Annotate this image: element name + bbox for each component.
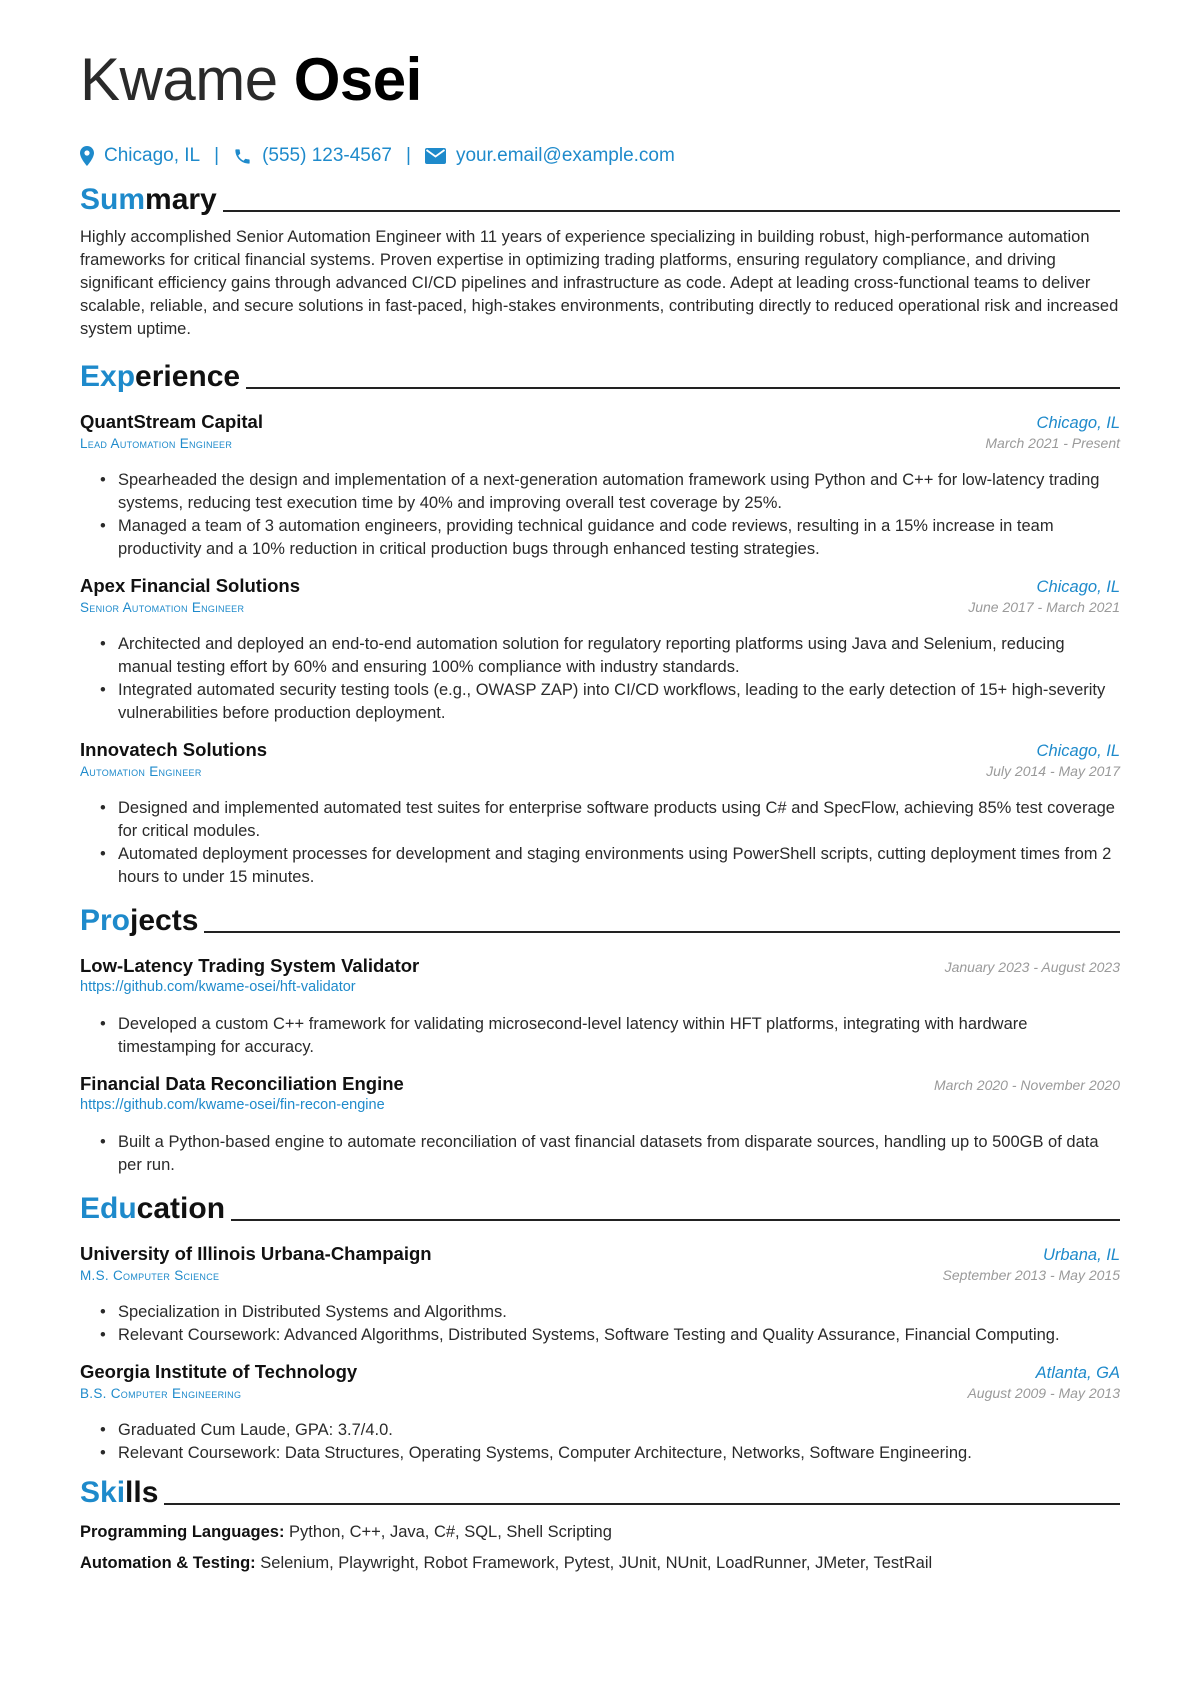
school-name: University of Illinois Urbana-Champaign [80, 1243, 432, 1264]
bullet-item: • Architected and deployed an end-to-end automation solution for regulatory reporting platforms using Java and Selenium, reducing manual testing effort by 60% and ensuring 100% compliance with industry standards. [100, 633, 1120, 679]
project-dates: March 2020 - November 2020 [934, 1077, 1120, 1093]
company-name: Innovatech Solutions [80, 739, 268, 760]
experience-entry [80, 575, 1120, 725]
section-title: Experience [80, 360, 241, 393]
section-title: Education [80, 1192, 226, 1225]
envelope-icon [425, 148, 446, 164]
bullet-item: • Designed and implemented automated test suites for enterprise software products using C# and SpecFlow, achieving 85% test coverage for critical modules. [100, 797, 1120, 843]
project-title: Financial Data Reconciliation Engine [80, 1073, 404, 1094]
skill-values: Python, C++, Java, C#, SQL, Shell Scripting [289, 1523, 612, 1541]
job-location: Chicago, IL [1036, 742, 1120, 760]
bullet-list [80, 1013, 1120, 1059]
experience-entry [80, 411, 1120, 561]
project-entry [80, 1073, 1120, 1177]
section-title: Projects [80, 904, 199, 937]
section-rule [231, 1219, 1120, 1221]
bullet-item: • Managed a team of 3 automation engineers, providing technical guidance and code reviews, resulting in a 15% increase in team productivity and a 10% reduction in critical production bugs through enhanced testing strategies. [100, 515, 1120, 561]
experience-heading [80, 357, 1120, 397]
candidate-name [80, 40, 1120, 120]
contact-email[interactable] [425, 145, 675, 167]
project-link[interactable]: https://github.com/kwame-osei/fin-recon-engine [80, 1097, 385, 1113]
skill-category: Programming Languages: [80, 1523, 285, 1541]
job-location: Chicago, IL [1036, 578, 1120, 596]
skill-category: Automation & Testing: [80, 1554, 256, 1572]
bullet-item: • Integrated automated security testing tools (e.g., OWASP ZAP) into CI/CD workflows, leading to the early detection of 15+ high-severity vulnerabilities before production deployment. [100, 679, 1120, 725]
education-entry [80, 1243, 1120, 1347]
job-dates: June 2017 - March 2021 [968, 599, 1120, 615]
bullet-item: • Specialization in Distributed Systems and Algorithms. [100, 1301, 1120, 1324]
section-rule [164, 1503, 1120, 1505]
skill-values: Selenium, Playwright, Robot Framework, Pytest, JUnit, NUnit, LoadRunner, JMeter, TestRail [260, 1554, 933, 1572]
project-link[interactable]: https://github.com/kwame-osei/hft-validator [80, 979, 356, 995]
phone-text: (555) 123-4567 [262, 145, 392, 166]
contact-location [80, 145, 200, 167]
bullet-list [80, 1419, 1120, 1465]
summary-heading [80, 180, 1120, 220]
school-dates: August 2009 - May 2013 [967, 1385, 1120, 1401]
contact-phone[interactable] [233, 145, 392, 167]
last-name: Osei [293, 46, 422, 113]
contact-bar [80, 142, 1120, 170]
project-entry [80, 955, 1120, 1059]
bullet-item: • Automated deployment processes for development and staging environments using PowerShell scripts, cutting deployment times from 2 hours to under 15 minutes. [100, 843, 1120, 889]
bullet-item: • Spearheaded the design and implementation of a next-generation automation framework using Python and C++ for low-latency trading systems, reducing test execution time by 40% and improving overall test coverage by 25%. [100, 469, 1120, 515]
school-name: Georgia Institute of Technology [80, 1361, 358, 1382]
section-rule [246, 387, 1120, 389]
bullet-item: • Relevant Coursework: Advanced Algorithms, Distributed Systems, Software Testing and Quality Assurance, Financial Computing. [100, 1324, 1120, 1347]
job-title: Senior Automation Engineer [80, 600, 245, 615]
project-title: Low-Latency Trading System Validator [80, 955, 420, 976]
job-location: Chicago, IL [1036, 414, 1120, 432]
summary-text: Highly accomplished Senior Automation Engineer with 11 years of experience specializing in building robust, high-performance automation frameworks for critical financial systems. Proven expertise in optimizing trading platforms, ensuring regulatory compliance, and driving significant efficiency gains through advanced CI/CD pipelines and infrastructure as code. Adept at leading cross-functional teams to deliver scalable, reliable, and secure solutions in fast-paced, high-stakes environments, contributing directly to reduced operational risk and increased system uptime. [80, 228, 1119, 338]
section-title: Summary [80, 183, 217, 216]
map-pin-icon [80, 146, 94, 166]
skills-heading [80, 1473, 1120, 1513]
bullet-list [80, 469, 1120, 561]
degree: M.S. Computer Science [80, 1268, 220, 1283]
job-title: Automation Engineer [80, 764, 202, 779]
skill-row [80, 1521, 1120, 1544]
company-name: Apex Financial Solutions [80, 575, 300, 596]
phone-icon [233, 147, 252, 166]
job-dates: July 2014 - May 2017 [986, 763, 1120, 779]
bullet-list [80, 1131, 1120, 1177]
first-name: Kwame [80, 46, 278, 113]
bullet-item: • Relevant Coursework: Data Structures, Operating Systems, Computer Architecture, Networks, Software Engineering. [100, 1442, 1120, 1465]
email-link: your.email@example.com [455, 145, 675, 166]
contact-separator: | [406, 145, 411, 166]
contact-separator: | [214, 145, 220, 166]
school-location: Atlanta, GA [1035, 1364, 1120, 1382]
job-title: Lead Automation Engineer [80, 436, 233, 451]
projects-heading [80, 901, 1120, 941]
degree: B.S. Computer Engineering [80, 1386, 242, 1401]
education-heading [80, 1189, 1120, 1229]
location-text: Chicago, IL [104, 145, 201, 166]
job-dates: March 2021 - Present [985, 435, 1120, 451]
bullet-list [80, 633, 1120, 725]
project-dates: January 2023 - August 2023 [944, 959, 1120, 975]
school-dates: September 2013 - May 2015 [942, 1267, 1120, 1283]
bullet-item: • Built a Python-based engine to automate reconciliation of vast financial datasets from disparate sources, handling up to 500GB of data per run. [100, 1131, 1120, 1177]
school-location: Urbana, IL [1042, 1246, 1120, 1264]
bullet-list [80, 797, 1120, 889]
bullet-item: • Graduated Cum Laude, GPA: 3.7/4.0. [100, 1419, 1120, 1442]
section-title: Skills [80, 1476, 159, 1509]
experience-entry [80, 739, 1120, 889]
bullet-list [80, 1301, 1120, 1347]
skill-row [80, 1552, 1120, 1575]
company-name: QuantStream Capital [80, 411, 263, 432]
bullet-item: • Developed a custom C++ framework for validating microsecond-level latency within HFT platforms, integrating with hardware timestamping for accuracy. [100, 1013, 1120, 1059]
section-rule [223, 210, 1120, 212]
section-rule [204, 931, 1120, 933]
education-entry [80, 1361, 1120, 1465]
